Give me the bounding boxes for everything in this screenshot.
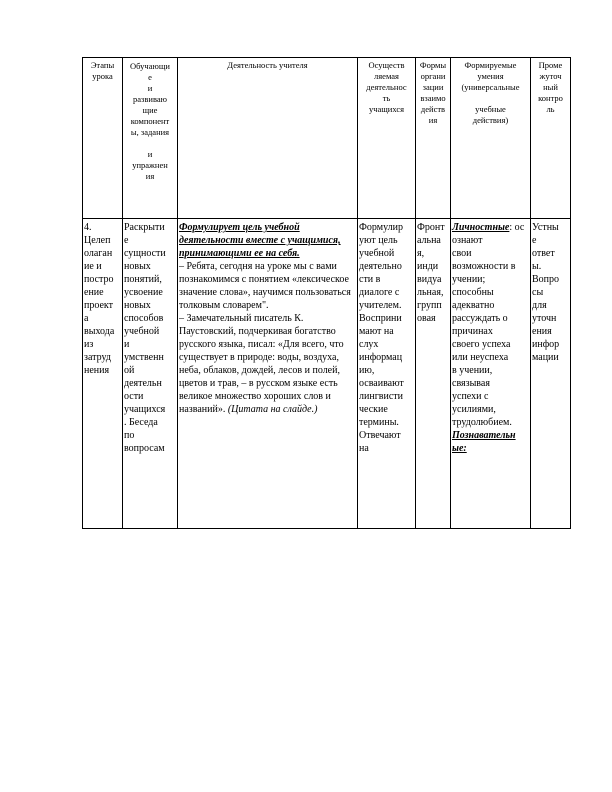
- cell-control: Устны е ответ ы. Вопро сы для уточн ения инфор мации: [531, 219, 571, 529]
- header-student-activity: Осуществ ляемая деятельнос ть учащихся: [358, 58, 416, 219]
- skills-personal-text: : осознают свои возможности в учении; способны адекватно рассуждать о причинах своего успеха или неуспеха в учении, связывая успехи с усилиями, трудолюбием.: [452, 222, 525, 428]
- cell-student-activity: Формулир уют цель учебной деятельно сти в диалоге с учителем. Восприни мают на слух информац ию, осваивают лингвисти ческие термины. Отвечают на: [358, 219, 416, 529]
- skills-personal-title: Личностные: [452, 222, 510, 233]
- stage-row: [83, 219, 571, 529]
- teacher-note: (Цитата на слайде.): [227, 404, 318, 415]
- teacher-speech-1: – Ребята, сегодня на уроке мы с вами познакомимся с понятием «лексическое значение слова», научимся пользоваться толковым словарем".: [179, 261, 351, 311]
- cell-interaction-forms: Фронт альна я, инди видуа льная, групп овая: [416, 219, 451, 529]
- cell-teacher-activity: [178, 219, 358, 529]
- header-components: Обучающи е и развиваю щие компонент ы, задания и упражнен ия: [123, 58, 178, 219]
- header-stage: Этапы урока: [83, 58, 123, 219]
- lesson-table: [82, 57, 571, 529]
- cell-learning-skills: [451, 219, 531, 529]
- header-learning-skills: Формируемые умения (универсальные учебные действия): [451, 58, 531, 219]
- skills-cognitive-title: Познавательн ые:: [452, 430, 516, 454]
- header-teacher-activity: Деятельность учителя: [178, 58, 358, 219]
- cell-components: Раскрыти е сущности новых понятий, усвоение новых способов учебной и умственн ой деятельн ости учащихся . Беседа по вопросам: [123, 219, 178, 529]
- header-row: [83, 58, 571, 219]
- teacher-speech-2: – Замечательный писатель К. Паустовский, подчеркивая богатство русского языка, писал: «Для всего, что существует в природе: воды, воздуха, неба, облаков, дождей, лесов и полей, цветов и трав, – в русском языке есть великое множество хороших слов и названий».: [179, 313, 344, 415]
- cell-stage: 4. Целеп олаган ие и постро ение проект а выхода из затруд нения: [83, 219, 123, 529]
- header-interaction-forms: Формы органи зации взаимо действ ия: [416, 58, 451, 219]
- teacher-intro: Формулирует цель учебной деятельности вместе с учащимися, принимающими ее на себя.: [179, 222, 341, 259]
- header-control: Проме жуточ ный контро ль: [531, 58, 571, 219]
